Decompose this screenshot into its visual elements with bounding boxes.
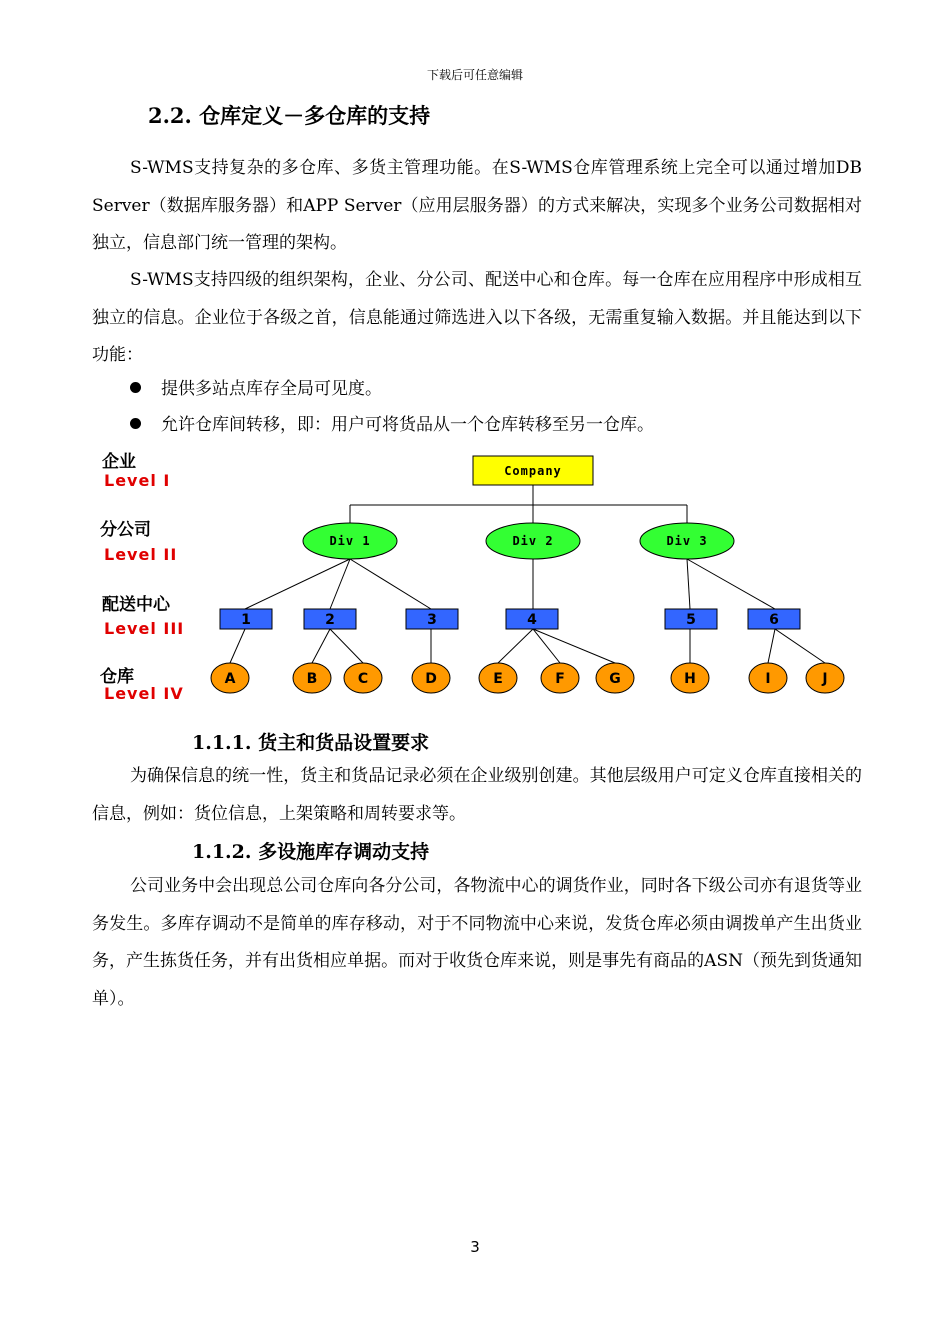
division-label: Div 2	[512, 534, 554, 548]
bullet-dot-icon	[130, 382, 141, 393]
bullet-item	[130, 374, 382, 399]
level-2-cn: 分公司	[100, 520, 151, 540]
paragraph-2: S-WMS支持四级的组织架构，企业、分公司、配送中心和仓库。每一仓库在应用程序中形成相互独立的信息。企业位于各级之首，信息能通过筛选进入以下各级，无需重复输入数据。并且能达到以下功能：	[92, 270, 862, 365]
center-label: 5	[686, 612, 696, 628]
section-title: 2.2. 仓库定义－多仓库的支持	[148, 103, 431, 128]
warehouse-label: F	[555, 671, 565, 687]
org-chart	[90, 445, 860, 710]
level-1-cn: 企业	[102, 452, 136, 472]
bullet-text: 允许仓库间转移，即：用户可将货品从一个仓库转移至另一仓库。	[161, 415, 654, 435]
bullet-item	[130, 410, 654, 435]
subsection-1-title: 1.1.1. 货主和货品设置要求	[192, 732, 430, 754]
paragraph-1: S-WMS支持复杂的多仓库、多货主管理功能。在S-WMS仓库管理系统上完全可以通过增加DB Server（数据库服务器）和APP Server（应用层服务器）的方式来解决，实现多个业务公司数据相对独立，信息部门统一管理的架构。	[92, 158, 862, 253]
level-2-en: Level II	[104, 545, 178, 564]
level-4-en: Level IV	[104, 684, 184, 703]
warehouse-label: E	[493, 671, 503, 687]
center-label: 1	[241, 612, 251, 628]
division-label: Div 1	[329, 534, 371, 548]
center-label: 4	[527, 612, 537, 628]
subsection-2-title: 1.1.2. 多设施库存调动支持	[192, 841, 430, 863]
warehouse-label: J	[822, 671, 828, 687]
bullet-dot-icon	[130, 418, 141, 429]
warehouse-label: B	[306, 671, 318, 687]
level-4-cn: 仓库	[100, 667, 134, 687]
warehouse-label: G	[609, 671, 621, 687]
subsection-1-text: 为确保信息的统一性，货主和货品记录必须在企业级别创建。其他层级用户可定义仓库直接相关的信息，例如：货位信息，上架策略和周转要求等。	[92, 766, 862, 824]
center-label: 3	[427, 612, 437, 628]
warehouse-label: H	[684, 671, 696, 687]
connector-lines	[230, 485, 825, 663]
header-note: 下载后可任意编辑	[426, 68, 523, 82]
warehouse-label: C	[357, 671, 369, 687]
warehouse-label: A	[224, 671, 236, 687]
level-1-en: Level I	[104, 471, 171, 490]
center-label: 6	[769, 612, 779, 628]
warehouse-label: I	[765, 671, 771, 687]
bullet-text: 提供多站点库存全局可见度。	[161, 379, 382, 399]
level-3-cn: 配送中心	[102, 595, 170, 615]
division-label: Div 3	[666, 534, 708, 548]
center-label: 2	[325, 612, 335, 628]
company-label: Company	[504, 464, 562, 478]
warehouse-label: D	[425, 671, 437, 687]
level-3-en: Level III	[104, 619, 185, 638]
subsection-2-text: 公司业务中会出现总公司仓库向各分公司，各物流中心的调货作业，同时各下级公司亦有退货等业务发生。多库存调动不是简单的库存移动，对于不同物流中心来说，发货仓库必须由调拨单产生出货业务，产生拣货任务，并有出货相应单据。而对于收货仓库来说，则是事先有商品的ASN（预先到货通知单）。	[92, 876, 862, 1009]
page-number: 3	[470, 1238, 480, 1256]
